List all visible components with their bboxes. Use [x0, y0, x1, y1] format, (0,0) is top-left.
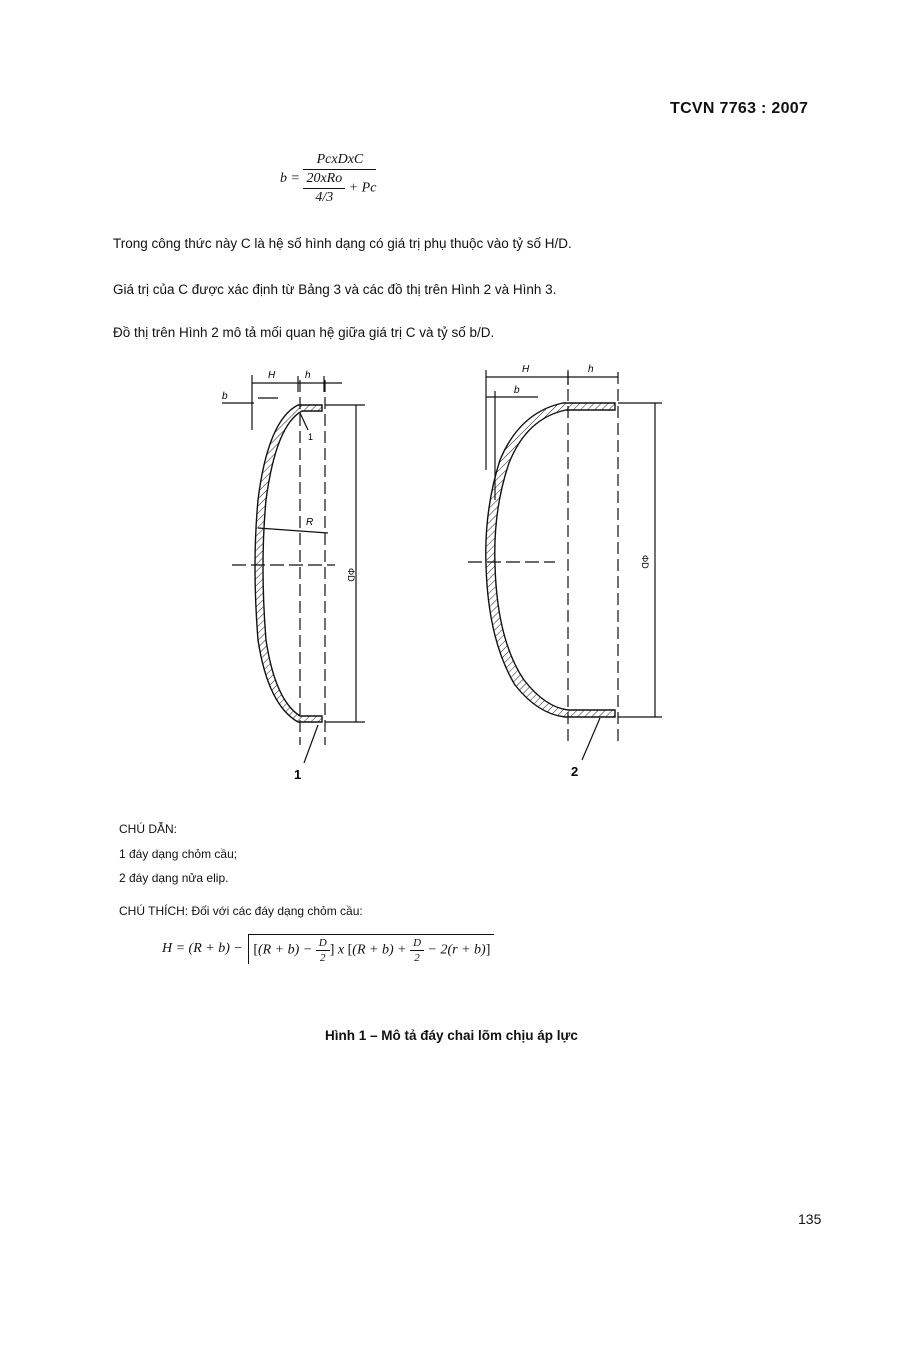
page-number: 135 [798, 1211, 822, 1227]
legend-item-2: 2 đáy dạng nửa elip. [119, 871, 229, 885]
standard-code: TCVN 7763 : 2007 [670, 100, 809, 117]
formula-b-plus-term: + Pc [348, 180, 377, 196]
legend-item-1: 1 đáy dạng chỏm cầu; [119, 847, 238, 861]
left-figure-index: 1 [294, 767, 302, 782]
formula-h-times: x [337, 942, 345, 958]
right-label-h: h [588, 364, 594, 375]
formula-h-part2: (R + b) + [352, 942, 407, 958]
paragraph-3: Đồ thị trên Hình 2 mô tả mối quan hệ giữa giá trị C và tỷ số b/D. [113, 325, 495, 340]
left-label-one: 1 [308, 432, 314, 442]
left-label-H: H [268, 370, 276, 381]
paragraph-2: Giá trị của C được xác định từ Bảng 3 và các đồ thị trên Hình 2 và Hình 3. [113, 282, 557, 297]
formula-h-two2: 2 [414, 952, 420, 964]
note-text: CHÚ THÍCH: Đối với các đáy dạng chỏm cầu: [119, 904, 363, 918]
left-label-h: h [305, 370, 311, 381]
formula-h-part1: (R + b) − [258, 942, 313, 958]
formula-h-two1: 2 [320, 952, 326, 964]
figure-caption: Hình 1 – Mô tả đáy chai lõm chịu áp lực [325, 1028, 578, 1043]
formula-b-sub-denominator: 4/3 [315, 190, 334, 205]
formula-h-d1: D [316, 937, 330, 951]
right-label-phiD: ΦD [640, 555, 650, 569]
formula-h-tail: − 2(r + b) [427, 942, 486, 958]
left-head-drawing [222, 375, 365, 763]
left-label-phiD: ΦD [346, 568, 356, 582]
right-label-H: H [522, 364, 530, 375]
left-label-R: R [306, 517, 314, 528]
formula-b-sub-numerator: 20xRo [303, 171, 345, 189]
formula-h-d2: D [410, 937, 424, 951]
left-label-b: b [222, 391, 228, 402]
formula-b-lhs: b = [280, 171, 300, 187]
right-label-b: b [514, 385, 520, 396]
formula-h-root: [(R + b) − $\frac{D}{2}$ ] x [(R + b) + $\frac{D}{2}$ − 2(r + b)] [248, 934, 494, 964]
right-head-drawing [468, 370, 662, 760]
formula-h-lhs: H = (R + b) − [162, 941, 243, 957]
right-figure-index: 2 [571, 764, 579, 779]
formula-b-numerator: PcxDxC [303, 152, 376, 170]
paragraph-1: Trong công thức này C là hệ số hình dạng có giá trị phụ thuộc vào tỷ số H/D. [113, 236, 572, 251]
legend-title: CHÚ DẪN: [119, 822, 178, 836]
formula-h [162, 934, 494, 964]
